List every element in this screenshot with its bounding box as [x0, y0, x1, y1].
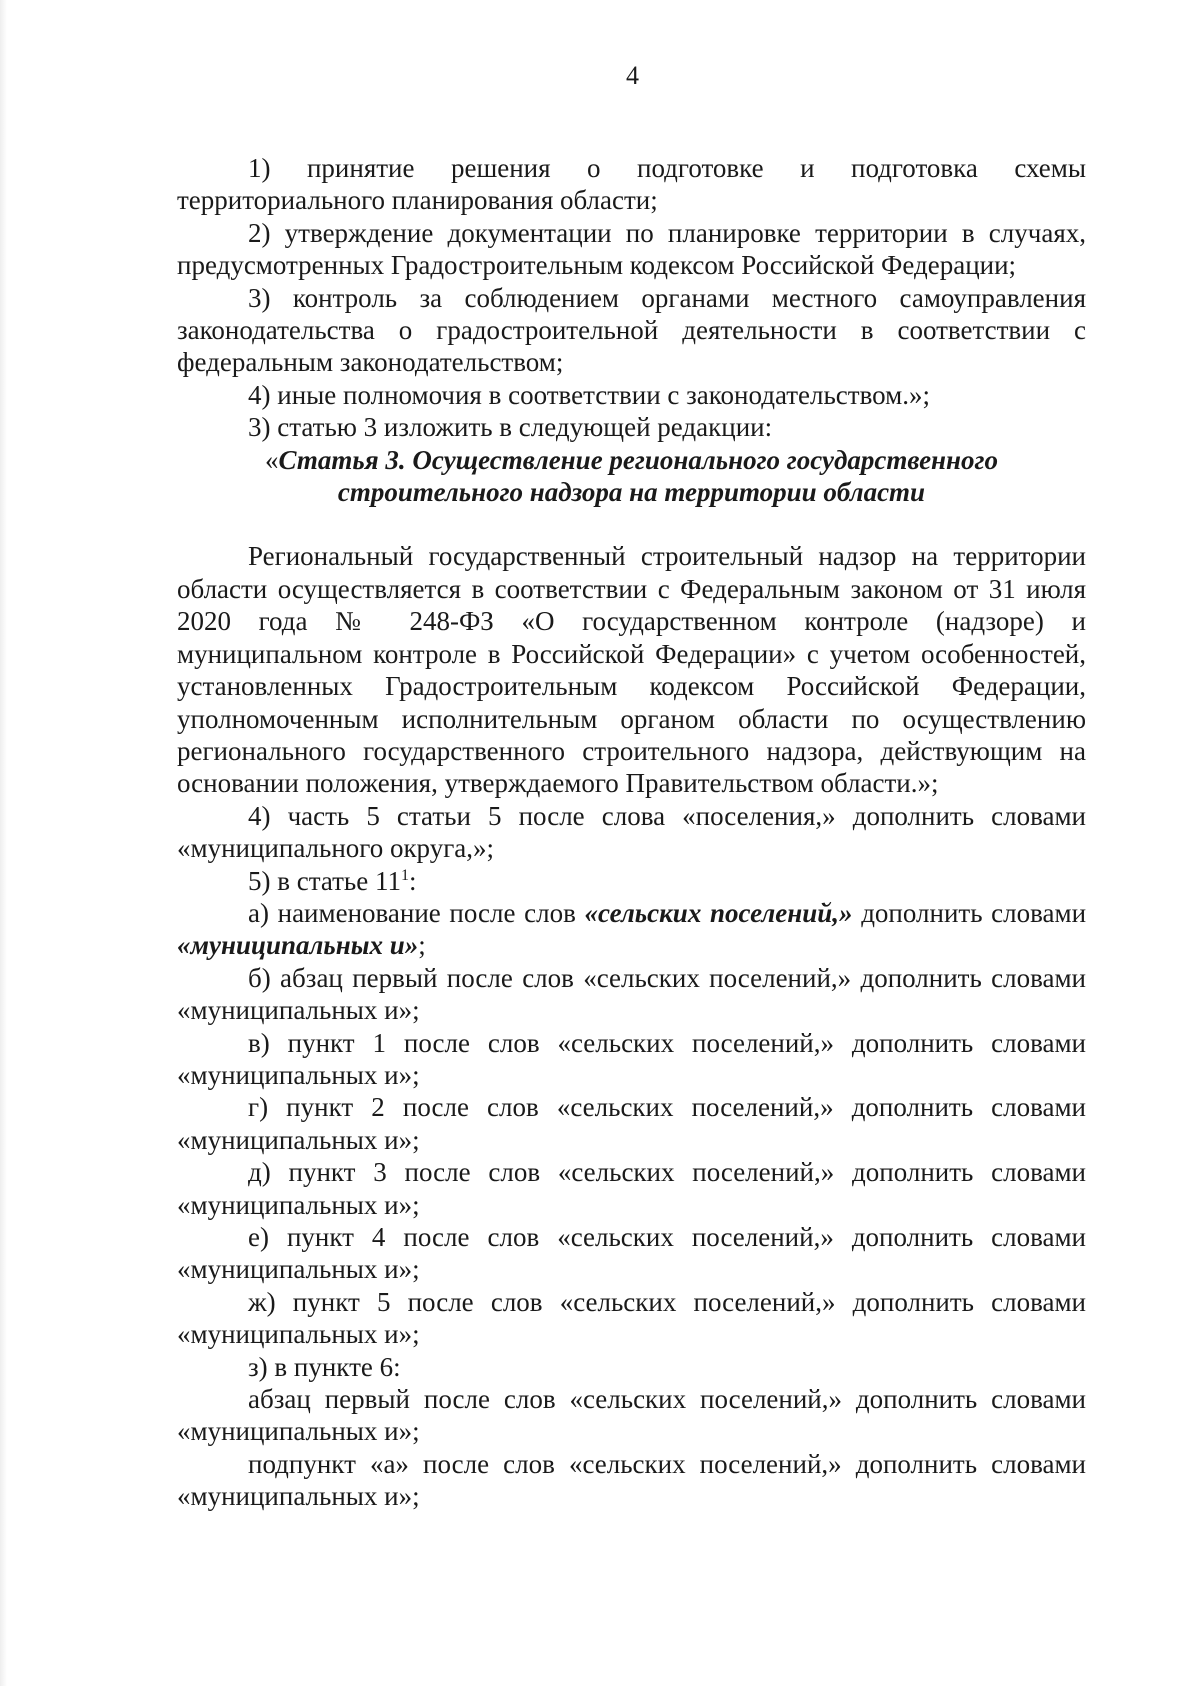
subitem-g: г) пункт 2 после слов «сельских поселений,» дополнить словами «муниципальных и»;	[177, 1092, 1086, 1155]
subitem-zh: ж) пункт 5 после слов «сельских поселений,» дополнить словами «муниципальных и»;	[177, 1286, 1086, 1350]
subitem-v: в) пункт 1 после слов «сельских поселений,» дополнить словами «муниципальных и»;	[177, 1027, 1086, 1090]
paragraph-item-5	[177, 865, 1086, 897]
article-heading	[177, 444, 1086, 509]
paragraph-item-3: 3) контроль за соблюдением органами местного самоуправления законодательства о градостроительной деятельности в соответствии с федеральным законодательством;	[177, 282, 1086, 378]
subitem-a-bold-1: «сельских поселений,»	[584, 897, 853, 928]
subitem-b: б) абзац первый после слов «сельских поселений,» дополнить словами «муниципальных и»;	[177, 962, 1086, 1026]
item-5-prefix: 5) в статье 11	[248, 865, 401, 896]
item-5-suffix: :	[408, 865, 417, 896]
scan-edge	[0, 0, 7, 1686]
subitem-z-subpoint-a: подпункт «а» после слов «сельских поселений,» дополнить словами «муниципальных и»;	[177, 1448, 1086, 1512]
article-heading-line-1	[177, 444, 1086, 476]
subitem-a-text-2: дополнить словами	[852, 897, 1087, 928]
paragraph-item-4-part-5: 4) часть 5 статьи 5 после слова «поселения,» дополнить словами «муниципального округа,»;	[177, 800, 1086, 864]
article-heading-line-1-text: Статья 3. Осуществление регионального государственного	[278, 444, 998, 475]
page-number: 4	[626, 61, 639, 90]
subitem-a-text-1: а) наименование после слов	[248, 897, 585, 928]
paragraph-item-1: 1) принятие решения о подготовке и подготовка схемы территориального планирования области;	[177, 153, 1086, 216]
subitem-a	[177, 897, 1086, 962]
subitem-a-text-3: ;	[418, 930, 426, 961]
subitem-d: д) пункт 3 после слов «сельских поселений,» дополнить словами «муниципальных и»;	[177, 1157, 1086, 1220]
item-5-superscript: 1	[400, 866, 409, 884]
subitem-e: е) пункт 4 после слов «сельских поселений,» дополнить словами «муниципальных и»;	[177, 1222, 1086, 1285]
paragraph-article-3-intro: 3) статью 3 изложить в следующей редакции:	[248, 412, 773, 443]
paragraph-item-2: 2) утверждение документации по планировке территории в случаях, предусмотренных Градостроительным кодексом Российской Федерации;	[177, 217, 1086, 281]
article-heading-quote: «	[265, 444, 279, 475]
subitem-a-bold-2: «муниципальных и»	[177, 930, 419, 961]
subitem-z: з) в пункте 6:	[248, 1351, 401, 1382]
document-body	[177, 152, 1086, 1513]
article-heading-line-2: строительного надзора на территории области	[337, 477, 926, 508]
spacer	[177, 508, 1086, 540]
article-3-text: Региональный государственный строительный надзор на территории области осуществляется в соответствии с Федеральным законом от 31 июля 2020 года № 248-ФЗ «О государственном контроле (надзоре) и муниципальном контроле в Российской Федерации» с учетом особенностей, установленных Градостроительным кодексом Российской Федерации, уполномоченным исполнительным органом области по осуществлению регионального государственного строительного надзора, действующим на основании положения, утверждаемого Правительством области.»;	[177, 541, 1086, 799]
paragraph-item-4: 4) иные полномочия в соответствии с законодательством.»;	[248, 379, 930, 410]
subitem-z-paragraph-1: абзац первый после слов «сельских поселений,» дополнить словами «муниципальных и»;	[177, 1384, 1086, 1447]
